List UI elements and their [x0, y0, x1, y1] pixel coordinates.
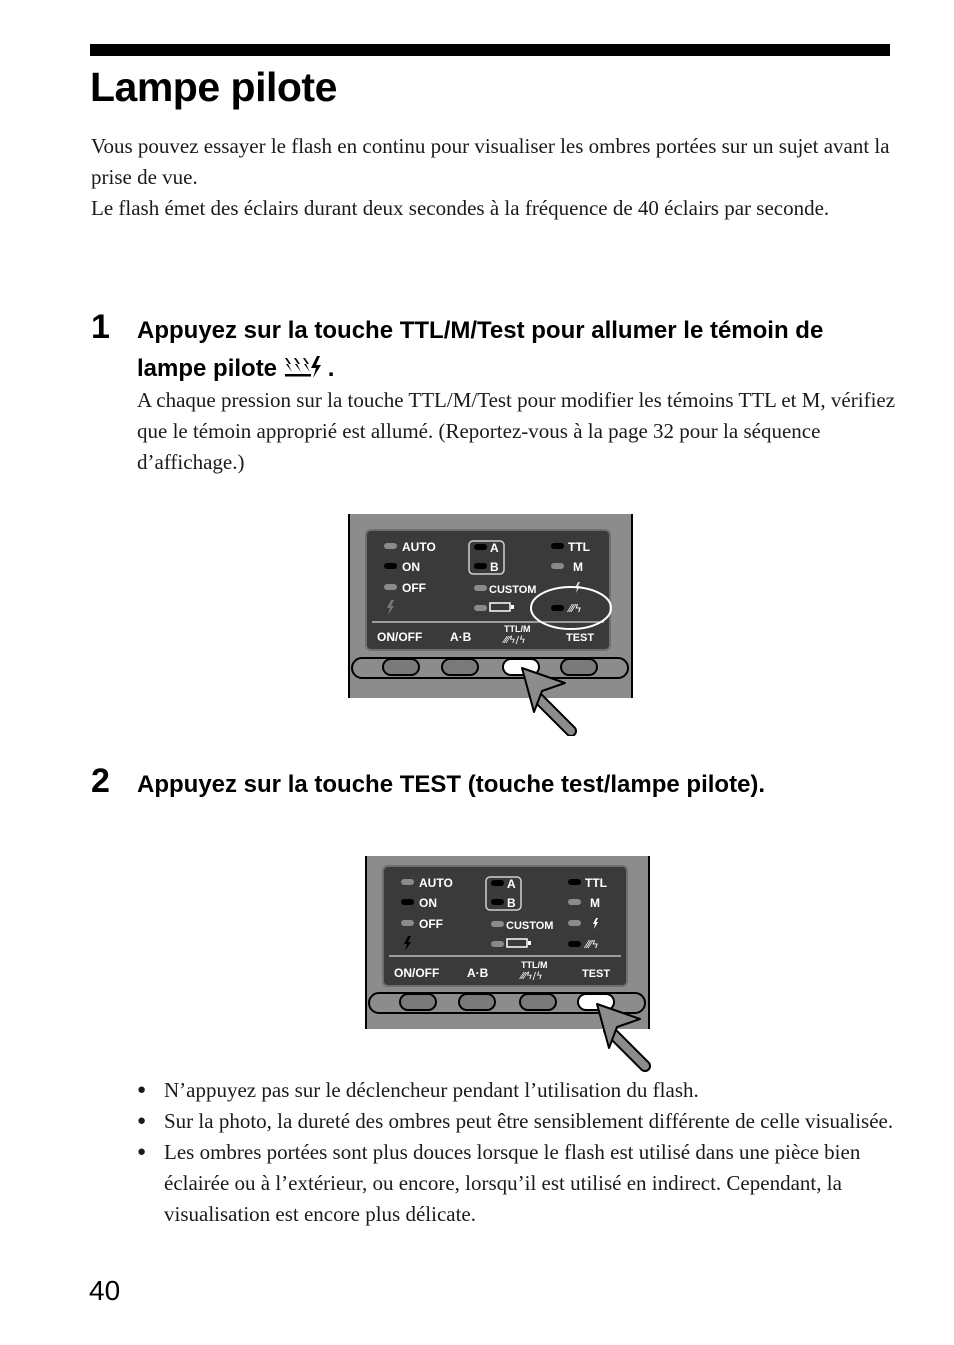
btn-label-test: TEST: [582, 968, 611, 980]
label-a: A: [490, 541, 499, 555]
flash-panel-figure-1: [346, 514, 638, 736]
label-ttl: TTL: [568, 540, 590, 554]
led-on: [384, 563, 397, 569]
btn-label-ab: A·B: [467, 966, 489, 980]
step-1-heading: [137, 312, 897, 388]
title-rule: [90, 44, 890, 56]
label-m: M: [573, 560, 583, 574]
onoff-button[interactable]: [383, 659, 419, 675]
btn-label-onoff: ON/OFF: [394, 966, 440, 980]
led-b: [474, 563, 487, 569]
led-m: [568, 899, 581, 905]
led-modeling: [551, 605, 564, 611]
btn-label-test: TEST: [566, 632, 595, 644]
label-a: A: [507, 877, 516, 891]
label-auto: AUTO: [402, 540, 436, 554]
led-b: [491, 899, 504, 905]
note-item: ● Les ombres portées sont plus douces lorsque le flash est utilisé dans une pièce bien éclairée ou à l’extérieur, ou encore, lorsqu’il est utilisé en indirect. Cependant, la visualisation est encore plus délicate.: [137, 1137, 897, 1230]
label-on: ON: [402, 560, 420, 574]
modeling-label-icon: ⁄⁄⁄ϟ: [586, 938, 599, 951]
led-a: [474, 544, 487, 550]
label-custom: CUSTOM: [489, 584, 537, 596]
led-off: [384, 584, 397, 590]
led-m: [551, 563, 564, 569]
label-off: OFF: [419, 917, 443, 931]
note-item: ● N’appuyez pas sur le déclencheur pendant l’utilisation du flash.: [137, 1075, 897, 1106]
intro-text: [91, 131, 891, 224]
modeling-flash-icon: [284, 354, 328, 380]
page-number: 40: [89, 1275, 121, 1306]
led-auto: [401, 879, 414, 885]
ttlm-button[interactable]: [520, 994, 556, 1010]
step-1-heading-end: .: [327, 355, 335, 382]
label-m: M: [590, 896, 600, 910]
led-flash-mode: [568, 920, 581, 926]
label-b: B: [490, 560, 499, 574]
btn-label-ttlm: TTL/M: [521, 960, 548, 970]
page-title: Lampe pilote: [90, 64, 337, 110]
led-custom: [474, 585, 487, 591]
label-off: OFF: [402, 581, 426, 595]
led-auto: [384, 543, 397, 549]
btn-label-ttlm: TTL/M: [504, 624, 531, 634]
step-2-heading: Appuyez sur la touche TEST (touche test/lampe pilote).: [137, 771, 766, 798]
modeling-label-icon: ⁄⁄⁄ϟ: [569, 602, 582, 615]
onoff-button[interactable]: [400, 994, 436, 1010]
btn-label-onoff: ON/OFF: [377, 630, 423, 644]
flash-panel-figure-2: [363, 856, 655, 1074]
intro-paragraph-1: Vous pouvez essayer le flash en continu pour visualiser les ombres portées sur un sujet avant la prise de vue.: [91, 134, 890, 189]
btn-label-ab: A·B: [450, 630, 472, 644]
label-auto: AUTO: [419, 876, 453, 890]
btn-ttlm-icons: ⁄⁄⁄ϟ/ϟ: [521, 971, 543, 982]
label-custom: CUSTOM: [506, 920, 554, 932]
label-on: ON: [419, 896, 437, 910]
led-modeling: [568, 941, 581, 947]
notes-list: [137, 1075, 897, 1230]
led-ttl: [551, 543, 564, 549]
step-1-body: A chaque pression sur la touche TTL/M/Test pour modifier les témoins TTL et M, vérifiez que le témoin approprié est allumé. (Reportez-vous à la page 32 pour la séquence d’affichage.): [137, 388, 896, 474]
intro-paragraph-2: Le flash émet des éclairs durant deux secondes à la fréquence de 40 éclairs par seconde.: [91, 196, 830, 220]
led-battery: [474, 605, 487, 611]
led-ttl: [568, 879, 581, 885]
btn-ttlm-icons: ⁄⁄⁄ϟ/ϟ: [504, 635, 526, 646]
step-2-number: 2: [91, 762, 110, 800]
led-off: [401, 920, 414, 926]
led-battery: [491, 941, 504, 947]
step-1-heading-text: Appuyez sur la touche TTL/M/Test pour allumer le témoin de lampe pilote: [137, 317, 824, 382]
label-ttl: TTL: [585, 876, 607, 890]
led-on: [401, 899, 414, 905]
note-item: ● Sur la photo, la dureté des ombres peut être sensiblement différente de celle visualisée.: [137, 1106, 897, 1137]
led-custom: [491, 921, 504, 927]
led-a: [491, 880, 504, 886]
test-button[interactable]: [561, 659, 597, 675]
ab-button[interactable]: [459, 994, 495, 1010]
ab-button[interactable]: [442, 659, 478, 675]
label-b: B: [507, 896, 516, 910]
step-1-number: 1: [91, 308, 110, 346]
